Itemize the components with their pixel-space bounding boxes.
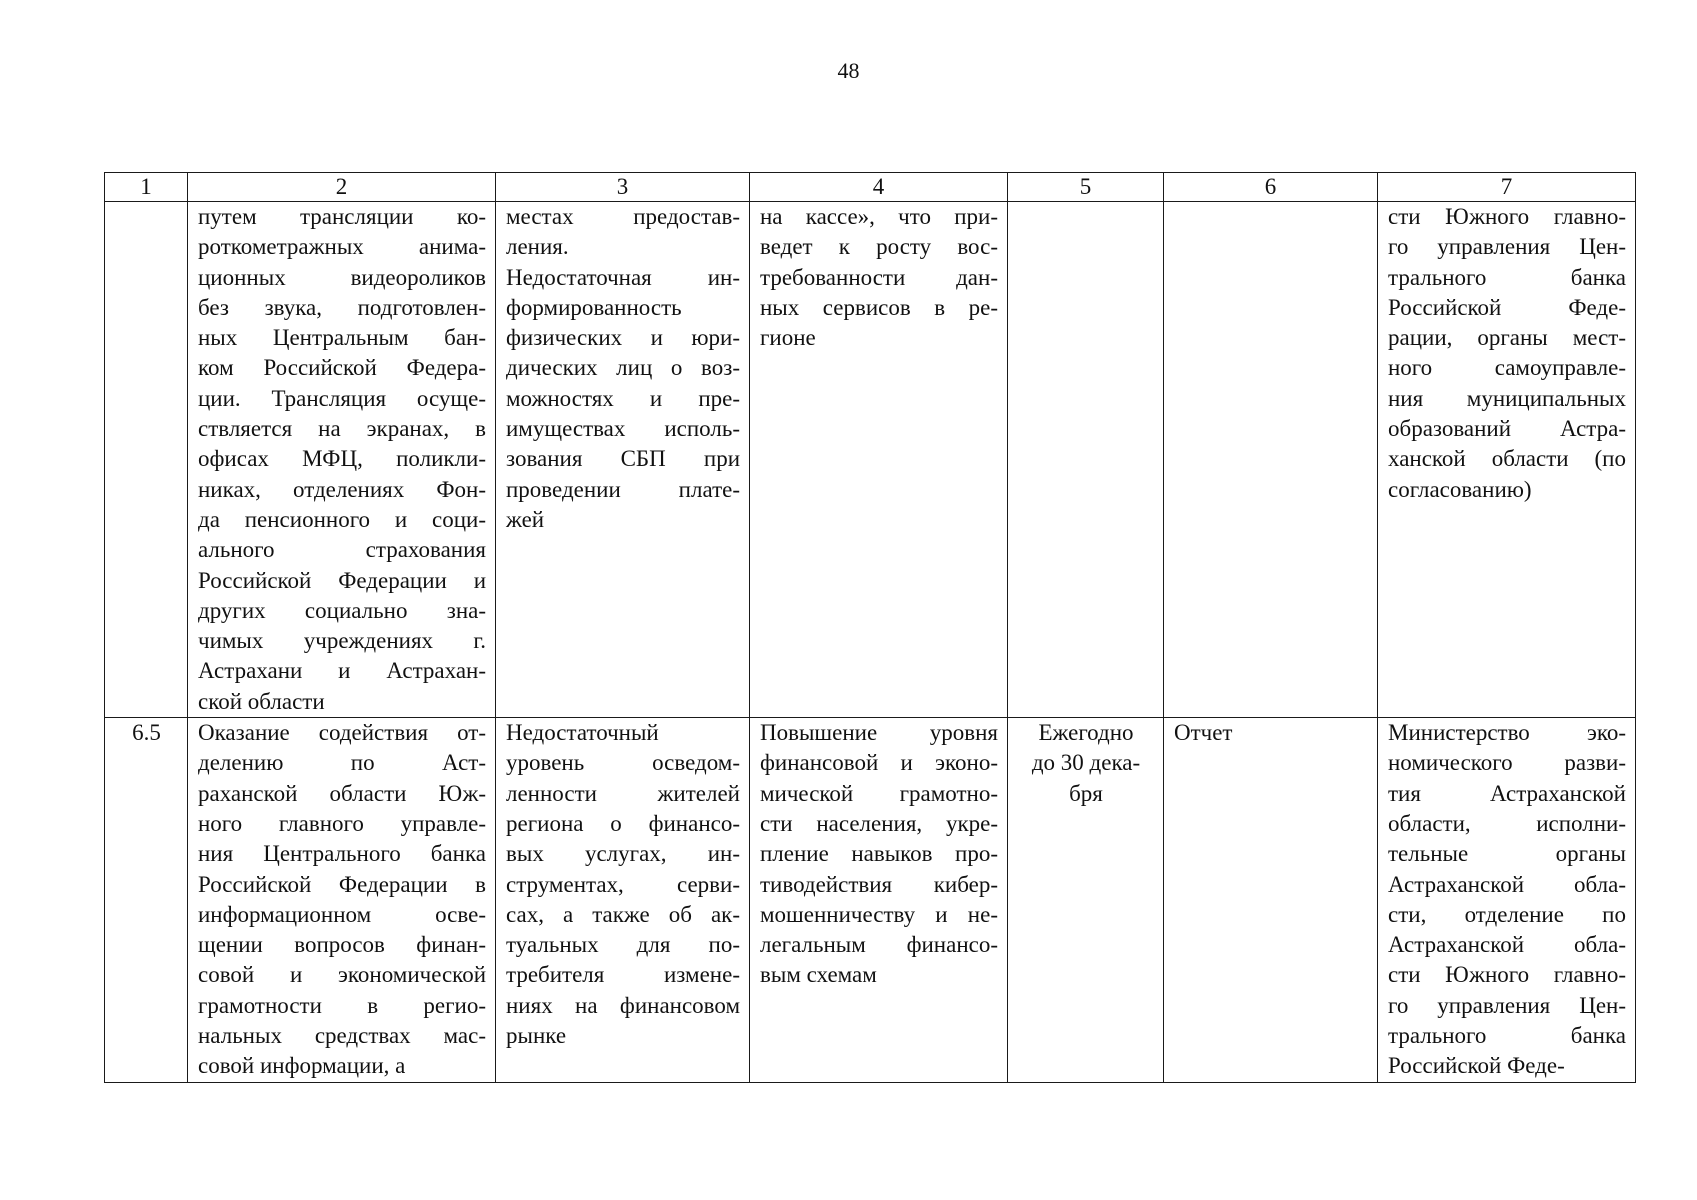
cell-text-line: 6.5 [132, 720, 161, 746]
cell-text-line: ниях на финансовом [506, 992, 740, 1018]
cell-text-line: информационном осве- [198, 901, 486, 927]
cell-text-line: ния муниципальных [1388, 385, 1626, 411]
cell-text-line: тельные органы [1388, 841, 1626, 867]
cell-text-line: сти, отделение по [1388, 901, 1626, 927]
column-header-3: 3 [496, 173, 750, 202]
cell-text-line: дических лиц о воз- [506, 355, 740, 381]
cell-text-line: раханской области Юж- [198, 780, 486, 806]
cell-text-line: вым схемам [760, 962, 877, 988]
cell-text-line: на кассе», что при- [760, 204, 998, 229]
cell-text-line: до 30 дека- [1031, 750, 1141, 776]
cell-text-line: щении вопросов финан- [198, 932, 486, 958]
table-row [105, 718, 1636, 1083]
cell-text-line: ного самоуправле- [1388, 355, 1626, 381]
measure-cell [188, 202, 496, 718]
cell-text-line: ком Российской Федера- [198, 355, 486, 381]
column-header-2: 2 [188, 173, 496, 202]
cell-text-line: совой информации, а [198, 1053, 406, 1079]
deadline-cell [1008, 202, 1164, 718]
cell-text-line: ленности жителей [506, 780, 740, 806]
table-row [105, 202, 1636, 718]
cell-text-line: совой и экономической [198, 962, 486, 988]
cell-text-line: тиводействия кибер- [760, 871, 998, 897]
cell-text-line: рынке [506, 1023, 567, 1049]
responsible-cell [1378, 718, 1636, 1083]
item-number-cell [105, 202, 188, 718]
cell-text-line: финансовой и эконо- [760, 750, 998, 776]
cell-text-line: ханской области (по [1388, 446, 1626, 472]
cell-text-line: ного главного управле- [198, 810, 486, 836]
cell-text-line: без звука, подготовлен- [198, 294, 486, 320]
problem-cell [496, 202, 750, 718]
cell-text-line: тия Астраханской [1388, 780, 1626, 806]
cell-text-line: образований Астра- [1388, 416, 1626, 442]
cell-text-line: вых услугах, ин- [506, 841, 740, 867]
cell-text-line: ведет к росту вос- [760, 234, 998, 260]
cell-text-line: грамотности в регио- [198, 992, 486, 1018]
cell-text-line: ления. [506, 234, 569, 260]
cell-text-line: сти Южного главно- [1388, 204, 1626, 229]
cell-text-line: Недостаточная ин- [506, 264, 740, 290]
column-header-4: 4 [750, 173, 1008, 202]
cell-text-line: требителя измене- [506, 962, 740, 988]
cell-text-line: ционных видеороликов [198, 264, 486, 290]
measure-cell [188, 718, 496, 1083]
cell-text-line: жей [506, 506, 545, 532]
cell-text-line: Оказание содействия от- [198, 720, 486, 746]
column-header-7: 7 [1378, 173, 1636, 202]
page-number: 48 [837, 58, 860, 83]
cell-text-line: офисах МФЦ, поликли- [198, 446, 486, 472]
cell-text-line: согласованию) [1388, 476, 1532, 502]
report-type-cell [1164, 718, 1378, 1083]
cell-text-line: ской области [198, 688, 325, 714]
column-header-5: 5 [1008, 173, 1164, 202]
cell-text-line: легальным финансо- [760, 932, 998, 958]
cell-text-line: ции. Трансляция осуще- [198, 385, 486, 411]
cell-text-line: трального банка [1388, 264, 1626, 290]
cell-text-line: проведении плате- [506, 476, 740, 502]
cell-text-line: требованности дан- [760, 264, 998, 290]
cell-text-line: путем трансляции ко- [198, 204, 486, 229]
cell-text-line: го управления Цен- [1388, 992, 1626, 1018]
cell-text-line: Российской Федерации и [198, 567, 486, 593]
cell-text-line: Недостаточный [506, 720, 659, 746]
cell-text-line: ных Центральным бан- [198, 325, 486, 351]
column-header-1: 1 [105, 173, 188, 202]
cell-text-line: номического разви- [1388, 750, 1626, 776]
cell-text-line: Министерство эко- [1388, 720, 1626, 746]
cell-text-line: ных сервисов в ре- [760, 294, 998, 320]
cell-text-line: имуществах исполь- [506, 416, 740, 442]
cell-text-line: Астрахани и Астрахан- [198, 658, 486, 684]
column-header-6: 6 [1164, 173, 1378, 202]
cell-text-line: Астраханской обла- [1388, 932, 1626, 958]
cell-text-line: мической грамотно- [760, 780, 998, 806]
cell-text-line: местах предостав- [506, 204, 740, 229]
cell-text-line: го управления Цен- [1388, 234, 1626, 260]
item-number-cell [105, 718, 188, 1083]
cell-text-line: рации, органы мест- [1388, 325, 1626, 351]
table-header-row [105, 173, 1636, 202]
cell-text-line: пление навыков про- [760, 841, 998, 867]
cell-text-line: ального страхования [198, 537, 486, 563]
cell-text-line: роткометражных анима- [198, 234, 486, 260]
cell-text-line: Российской Феде- [1388, 294, 1626, 320]
deadline-cell [1008, 718, 1164, 1083]
cell-text-line: мошенничеству и не- [760, 901, 998, 927]
cell-text-line: Астраханской обла- [1388, 871, 1626, 897]
plan-table [104, 172, 1636, 1083]
problem-cell [496, 718, 750, 1083]
cell-text-line: сах, а также об ак- [506, 901, 740, 927]
cell-text-line: Отчет [1174, 720, 1233, 746]
cell-text-line: региона о финансо- [506, 810, 740, 836]
cell-text-line: зования СБП при [506, 446, 740, 472]
cell-text-line: ния Центрального банка [198, 841, 486, 867]
cell-text-line: уровень осведом- [506, 750, 740, 776]
cell-text-line: сти Южного главно- [1388, 962, 1626, 988]
result-cell [750, 202, 1008, 718]
cell-text-line: Повышение уровня [760, 720, 998, 746]
cell-text-line: струментах, серви- [506, 871, 740, 897]
cell-text-line: области, исполни- [1388, 810, 1626, 836]
cell-text-line: ствляется на экранах, в [198, 416, 486, 442]
result-cell [750, 718, 1008, 1083]
cell-text-line: гионе [760, 325, 816, 351]
report-type-cell [1164, 202, 1378, 718]
cell-text-line: да пенсионного и соци- [198, 506, 486, 532]
cell-text-line: других социально зна- [198, 597, 486, 623]
cell-text-line: никах, отделениях Фон- [198, 476, 486, 502]
cell-text-line: туальных для по- [506, 932, 740, 958]
cell-text-line: нальных средствах мас- [198, 1023, 486, 1049]
cell-text-line: бря [1069, 780, 1103, 806]
cell-text-line: Ежегодно [1038, 720, 1134, 746]
responsible-cell [1378, 202, 1636, 718]
cell-text-line: Российской Федерации в [198, 871, 486, 897]
cell-text-line: чимых учреждениях г. [198, 628, 486, 654]
cell-text-line: можностях и пре- [506, 385, 740, 411]
cell-text-line: физических и юри- [506, 325, 740, 351]
cell-text-line: Российской Феде- [1388, 1053, 1565, 1079]
cell-text-line: формированность [506, 294, 682, 320]
cell-text-line: сти населения, укре- [760, 810, 998, 836]
cell-text-line: трального банка [1388, 1023, 1626, 1049]
cell-text-line: делению по Аст- [198, 750, 486, 776]
